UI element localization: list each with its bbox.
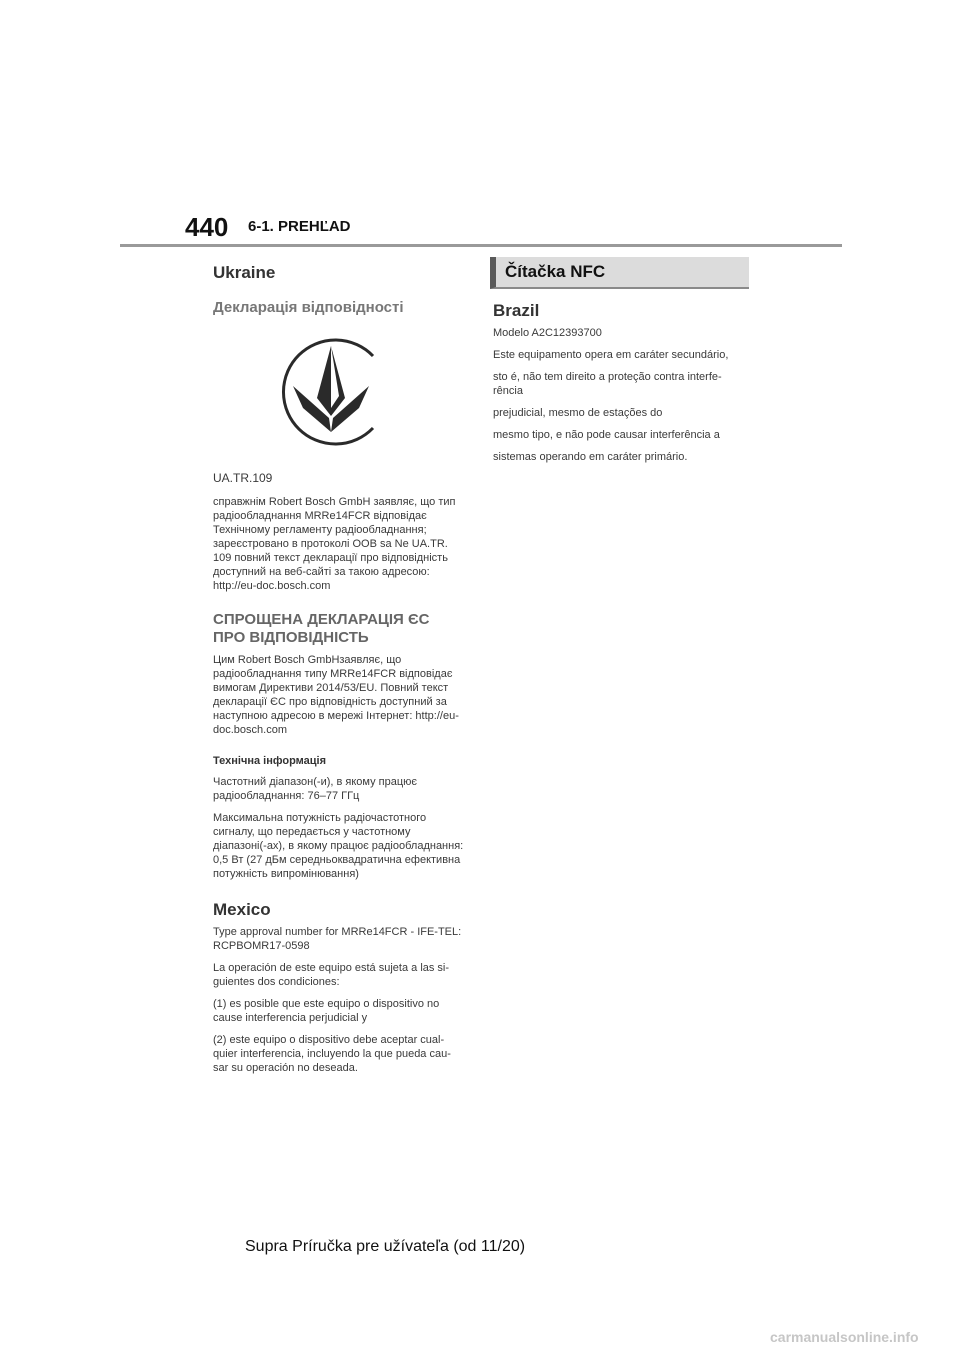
brazil-line-4: mesmo tipo, e não pode causar interferência a bbox=[493, 429, 720, 441]
declaration-subheading: Декларація відповідності bbox=[213, 299, 404, 316]
header-rule bbox=[120, 244, 842, 247]
max-power-text: Максимальна потужність радіочастотного сигналу, що передається у частотному діапазоні(-ах), в якому працює радіообладнання: 0,5 Вт (27 дБм середньоквадратична ефективна потужність випромінювання) bbox=[213, 812, 464, 880]
brazil-line-2: sto é, não tem direito a proteção contra interfe-rência bbox=[493, 371, 722, 397]
left-column bbox=[213, 262, 465, 1075]
frequency-range-text: Частотний діапазон(-и), в якому працює радіообладнання: 76–77 ГГц bbox=[213, 776, 417, 802]
brazil-heading: Brazil bbox=[493, 301, 540, 320]
brazil-line-1: Este equipamento opera em caráter secundário, bbox=[493, 349, 729, 361]
page-number: 440 bbox=[185, 212, 229, 242]
mexico-heading: Mexico bbox=[213, 900, 271, 919]
nfc-heading: Čítačka NFC bbox=[505, 262, 606, 281]
right-column bbox=[493, 300, 745, 464]
ukrsepro-logo-icon bbox=[273, 336, 389, 448]
mexico-condition-2: (2) este equipo o dispositivo debe aceptar cual-quier interferencia, incluyendo la que pueda cau-sar su operación no deseada. bbox=[213, 1034, 451, 1074]
footer-text: Supra Príručka pre užívateľa (od 11/20) bbox=[245, 1238, 526, 1255]
brazil-model: Modelo A2C12393700 bbox=[493, 327, 602, 339]
mexico-conditions-text: La operación de este equipo está sujeta a las si-guientes dos condiciones: bbox=[213, 962, 450, 988]
technical-info-heading: Технічна інформація bbox=[213, 755, 326, 767]
simplified-declaration-text: Цим Robert Bosch GmbHзаявляє, що радіообладнання типу MRRe14FCR відповідає вимогам Директиви 2014/53/EU. Повний текст декларації ЄС про відповідність доступний за наступною адресою в мережі Інтернет: http://eu-doc.bosch.com bbox=[213, 654, 459, 736]
ukraine-declaration-text: справжнім Robert Bosch GmbH заявляє, що тип радіообладнання MRRe14FCR відповідає Технічному регламенту радіообладнання; зареєстровано в протоколі ООВ sa Ne UA.TR. 109 повний текст декларації про відповідність доступний на веб-сайті за такою адресою: http://eu-doc.bosch.com bbox=[213, 496, 456, 592]
simplified-declaration-heading: СПРОЩЕНА ДЕКЛАРАЦІЯ ЄС ПРО ВІДПОВІДНІСТЬ bbox=[213, 611, 430, 646]
brazil-line-3: prejudicial, mesmo de estações do bbox=[493, 407, 663, 419]
brazil-line-5: sistemas operando em caráter primário. bbox=[493, 451, 688, 463]
ukraine-heading: Ukraine bbox=[213, 263, 276, 282]
ua-tr-code: UA.TR.109 bbox=[213, 471, 273, 485]
mexico-condition-1: (1) es posible que este equipo o dispositivo no cause interferencia perjudicial y bbox=[213, 998, 440, 1024]
chapter-title: 6-1. PREHĽAD bbox=[248, 218, 351, 235]
ukraine-conformity-mark bbox=[213, 336, 465, 453]
mexico-approval-text: Type approval number for MRRe14FCR - IFE-TEL: RCPBOMR17-0598 bbox=[213, 926, 462, 952]
watermark: carmanualsonline.info bbox=[770, 1329, 919, 1345]
